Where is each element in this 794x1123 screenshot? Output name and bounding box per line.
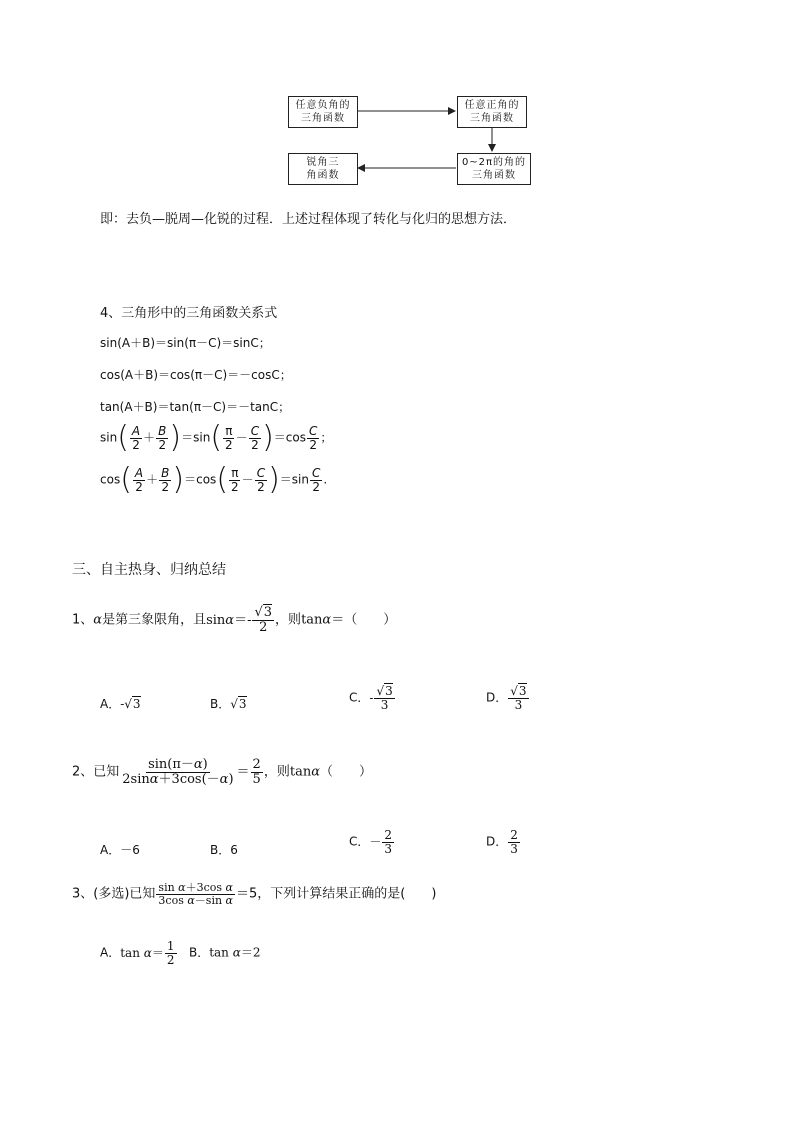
option-label: A． (100, 697, 121, 711)
option-label: D． (486, 834, 508, 849)
q1-tan-expr: tanα＝ (301, 612, 345, 628)
question-1 (72, 606, 396, 634)
formula-sin: sin(A＋B)＝sin(π－C)＝sinC； (100, 336, 271, 350)
q1-option-c[interactable]: C．- $\frac{√3}{3}$ (349, 684, 393, 712)
q3-option-b[interactable]: B．tan α＝2 (188, 945, 261, 960)
q1-option-a[interactable]: A．-√3 (100, 697, 141, 711)
q2-option-b[interactable]: B．6 (210, 843, 238, 857)
q3-fraction: $\frac{\text{sin α＋3cos α}}{\text{3cos α－sin α}}$ (158, 881, 233, 907)
option-label: A． (100, 945, 121, 960)
option-label: B． (210, 697, 231, 711)
flow-box-line: 任意负角的 (295, 100, 351, 111)
formula-sin-half: sin( $\frac{A}{2}$ ＋ $\frac{B}{2}$ )＝sin( $\frac{\pi}{2}$ － $\frac{C}{2}$ )＝cos $\frac{C}{2}$ ； (100, 420, 333, 455)
alpha-symbol: α (93, 612, 103, 628)
q2-bracket: （ ） (319, 764, 372, 780)
q3-text: 3、(多选)已知 (72, 886, 156, 902)
option-label: B． (188, 945, 210, 960)
q1-option-b[interactable]: B．√3 (210, 697, 247, 711)
q1-bracket: （ ） (344, 612, 397, 628)
flow-box-line: 角函数 (306, 170, 340, 181)
q3-options (100, 940, 260, 966)
question-3 (72, 882, 436, 906)
q1-text: 是第三象限角，且 (102, 612, 207, 628)
formula-cos-half: cos( $\frac{A}{2}$ ＋ $\frac{B}{2}$ )＝cos( $\frac{\pi}{2}$ － $\frac{C}{2}$ )＝sin $\frac{C}{2}$ . (100, 462, 328, 497)
option-label: C． (349, 834, 370, 849)
q2-option-a[interactable]: A．－6 (100, 843, 140, 857)
flow-box-line: 0~2π的角的 (461, 157, 527, 168)
flow-box-line: 锐角三 (306, 157, 340, 168)
q3-text: ＝5，下列计算结果正确的是( ) (235, 886, 437, 902)
flow-arrows (0, 0, 794, 200)
q2-option-d[interactable]: D． $\frac{2}{3}$ (486, 828, 518, 856)
q1-option-d[interactable]: D． $\frac{√3}{3}$ (486, 684, 527, 712)
section4-heading: 4、三角形中的三角函数关系式 (100, 306, 278, 321)
section3-heading: 三、自主热身、归纳总结 (72, 562, 226, 578)
q1-text: ，则 (275, 612, 302, 628)
question-2: 2、已知 $\frac{\sin(\pi-\alpha)}{2\sin\alpha+3\cos(-\alpha)}$ ＝ $\frac{2}{5}$ ，则tanα（ ） (72, 757, 372, 787)
flow-box-line: 三角函数 (301, 113, 345, 124)
q2-fraction: $\frac{\sin(\pi-\alpha)}{2\sin\alpha+3\cos(-\alpha)}$ (122, 757, 234, 787)
q1-sin-expr: sinα＝- $\frac{√3}{2}$ (206, 605, 273, 635)
q2-two-fifths: $\frac{2}{5}$ (252, 757, 261, 787)
q1-number: 1、 (72, 612, 94, 628)
option-label: C． (349, 690, 370, 705)
formula-tan: tan(A＋B)＝tan(π－C)＝－tanC； (100, 400, 291, 414)
q2-option-c[interactable]: C．－ $\frac{2}{3}$ (349, 828, 393, 856)
q2-text: 2、已知 (72, 764, 120, 780)
flow-box-line: 任意正角的 (464, 100, 520, 111)
formula-cos: cos(A＋B)＝cos(π－C)＝－cosC； (100, 368, 292, 382)
q2-text: ，则 (263, 764, 290, 780)
option-label: D． (486, 690, 508, 705)
flow-box-line: 三角函数 (470, 113, 514, 124)
flow-box-line: 三角函数 (472, 170, 516, 181)
q3-option-a[interactable]: A．tan α＝ $\frac{1}{2}$ (100, 939, 175, 967)
summary-line: 即：去负—脱周—化锐的过程．上述过程体现了转化与化归的思想方法． (100, 212, 517, 227)
